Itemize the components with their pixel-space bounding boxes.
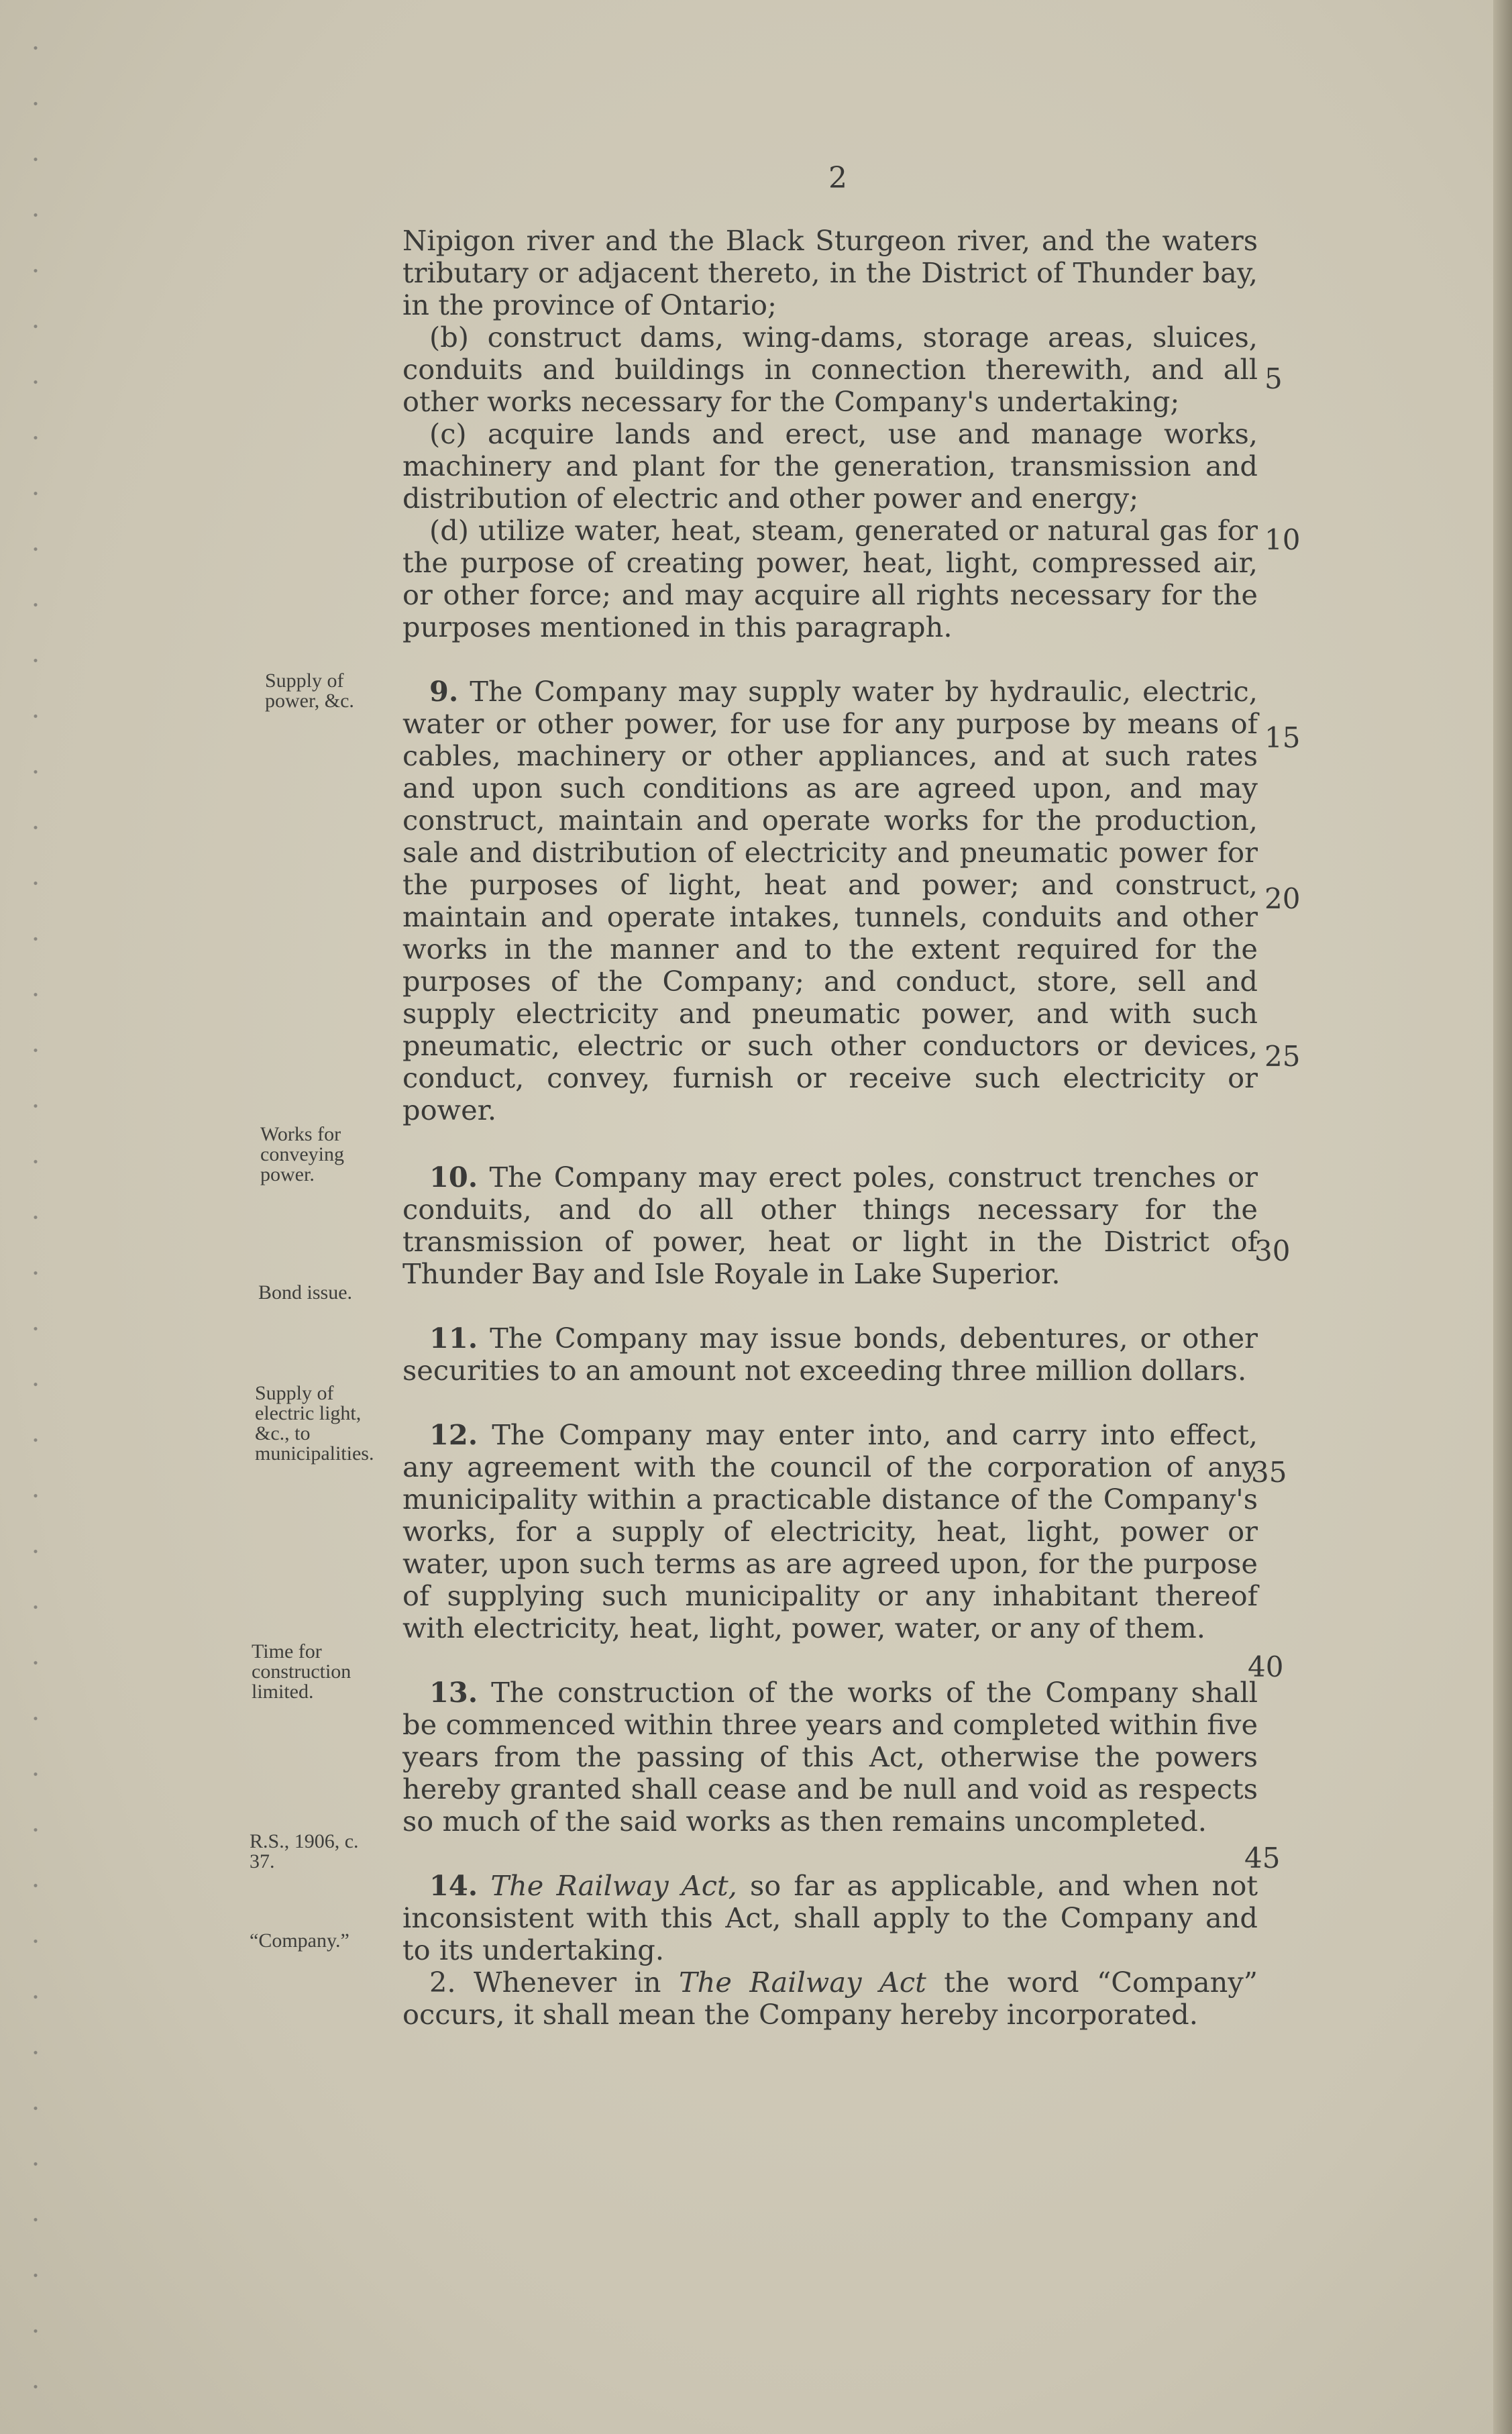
line-number-25: 25: [1264, 1040, 1301, 1073]
section-10-text: The Company may erect poles, construct trenches or conduits, and do all other things necessary for the transmission of power, heat or light in the District of Thunder Bay and Isle Royale in Lake Superior.: [402, 1161, 1258, 1290]
line-number-20: 20: [1264, 882, 1301, 915]
section-14-2-text: the word “Company” occurs, it shall mean the Company hereby incorporated.: [402, 1966, 1258, 2031]
section-10-number: 10.: [429, 1161, 478, 1194]
scan-edge-specks: [0, 0, 80, 2434]
body-text: [402, 225, 1258, 2031]
section-14-2-lead: 2. Whenever in: [429, 1966, 661, 1999]
section-9: [402, 676, 1258, 1126]
section-12-number: 12.: [429, 1418, 478, 1451]
section-14-text: so far as applicable, and when not inconsistent with this Act, shall apply to the Company and to its undertaking.: [402, 1869, 1258, 1966]
section-12: [402, 1419, 1258, 1644]
continued-paragraph: [402, 225, 1258, 643]
section-13: [402, 1677, 1258, 1838]
section-14-number: 14.: [429, 1869, 478, 1902]
section-14: [402, 1870, 1258, 2031]
section-9-text: The Company may supply water by hydraulic, electric, water or other power, for use for any purpose by means of cables, machinery or other appliances, and at such rates and upon such conditions as are agreed upon, and may construct, maintain and operate works for the production, sale and distribution of electricity and pneumatic power for the purposes of light, heat and power; and construct, maintain and operate intakes, tunnels, conduits and other works in the manner and to the extent required for the purposes of the Company; and conduct, store, sell and supply electricity and pneumatic power, and with such pneumatic, electric or such other conductors or devices, conduct, convey, furnish or receive such electricity or power.: [402, 675, 1258, 1126]
section-14-2-act-title: The Railway Act: [678, 1966, 926, 1999]
section-14-act-title: The Railway Act,: [490, 1869, 737, 1902]
clause-b: (b) construct dams, wing-dams, storage areas, sluices, conduits and buildings in connection therewith, and all other works necessary for the Company's undertaking;: [402, 321, 1258, 418]
margin-note-bond-issue: Bond issue.: [258, 1281, 353, 1304]
margin-note-supply-power: Supply of power, &c.: [265, 670, 354, 712]
section-11-text: The Company may issue bonds, debentures, or other securities to an amount not exceeding three million dollars.: [402, 1322, 1258, 1387]
margin-note-rs-reference: R.S., 1906, c. 37.: [250, 1830, 359, 1872]
section-11-number: 11.: [429, 1322, 478, 1355]
line-number-15: 15: [1264, 721, 1301, 754]
clause-c: (c) acquire lands and erect, use and manage works, machinery and plant for the generation, transmission and distribution of electric and other power and energy;: [402, 417, 1258, 515]
line-number-45: 45: [1244, 1842, 1281, 1874]
section-10: [402, 1161, 1258, 1290]
clause-d: (d) utilize water, heat, steam, generated or natural gas for the purpose of creating power, heat, light, compressed air, or other force; and may acquire all rights necessary for the purposes mentioned in this paragraph.: [402, 514, 1258, 643]
line-number-35: 35: [1251, 1456, 1287, 1489]
line-number-40: 40: [1248, 1650, 1284, 1683]
section-13-text: The construction of the works of the Company shall be commenced within three years and completed within five years from the passing of this Act, otherwise the powers hereby granted shall cease and be null and void as respects so much of the said works as then remains uncompleted.: [402, 1676, 1258, 1838]
line-number-10: 10: [1264, 523, 1301, 556]
margin-note-company-definition: “Company.”: [250, 1929, 349, 1952]
line-number-5: 5: [1264, 362, 1283, 395]
section-11: [402, 1322, 1258, 1387]
section-9-number: 9.: [429, 675, 459, 708]
margin-note-works-conveying: Works for conveying power.: [260, 1123, 344, 1185]
page-edge-shadow: [1493, 0, 1512, 2434]
line-number-30: 30: [1254, 1234, 1291, 1267]
section-12-text: The Company may enter into, and carry into effect, any agreement with the council of the corporation of any municipality within a practicable distance of the Company's works, for a supply of electricity, heat, light, power or water, upon such terms as are agreed upon, for the purpose of supplying such municipality or any inhabitant thereof with electricity, heat, light, power, water, or any of them.: [402, 1418, 1258, 1644]
continued-opening: Nipigon river and the Black Sturgeon river, and the waters tributary or adjacent thereto, in the District of Thunder bay, in the province of Ontario;: [402, 224, 1258, 321]
section-13-number: 13.: [429, 1676, 478, 1709]
page-number: 2: [828, 161, 847, 195]
margin-note-supply-electric: Supply of electric light, &c., to municipalities.: [255, 1382, 374, 1465]
margin-note-time-construction: Time for construction limited.: [252, 1640, 352, 1703]
